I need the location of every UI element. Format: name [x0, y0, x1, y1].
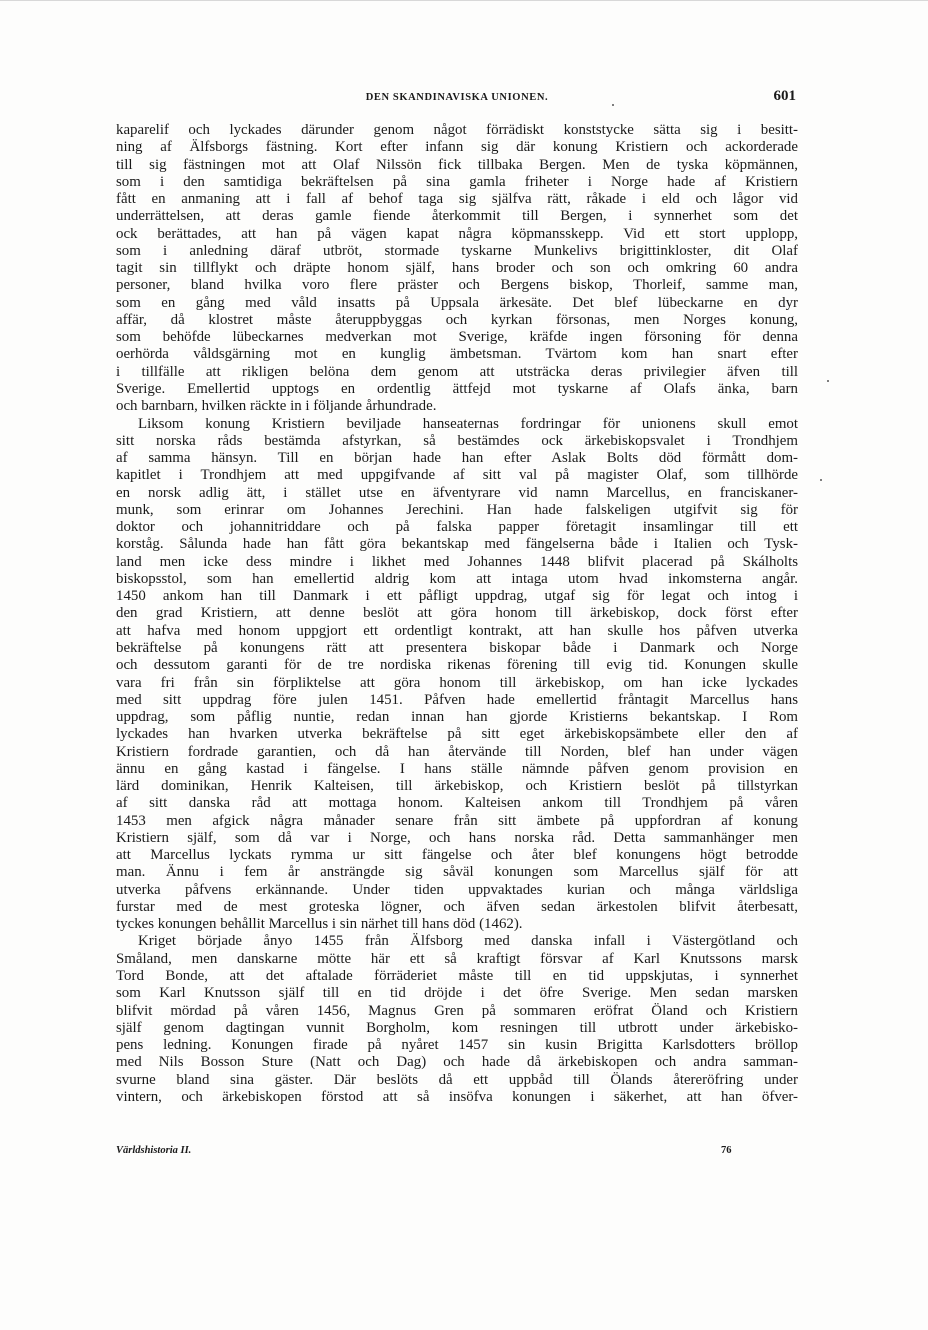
text-line: själf genom dagtingan vunnit Borgholm, kom resningen till utbrott under ärkebisko- — [116, 1019, 798, 1036]
text-line: den grad Kristiern, att denne beslöt att göra honom till ärkebiskop, dock först efter — [116, 605, 798, 622]
text-line: vintern, och ärkebiskopen förstod att så insöfva konungen i säkerhet, att han öfver- — [116, 1088, 798, 1105]
text-line: munk, som erinrar om Johannes Jerechini. Han hade falskeligen utgifvit sig för — [116, 501, 798, 518]
text-line: af samma hänsyn. Till en början hade han efter Aslak Bolts död förmått dom- — [116, 450, 798, 467]
text-line: furstar med de mest groteska lögner, och äfven sedan ärkestolen blifvit återbesatt, — [116, 898, 798, 915]
speck-mark — [612, 104, 614, 106]
text-line: blifvit mördad på våren 1456, Magnus Gren på sommaren eröfrat Öland och Kristiern — [116, 1002, 798, 1019]
text-line: pens ledning. Konungen firade på nyåret 1457 sin kusin Brigitta Karlsdotters bröllop — [116, 1037, 798, 1054]
text-line: Kriget började ånyo 1455 från Älfsborg med danska infall i Västergötland och — [138, 933, 798, 950]
text-line: underrättelsen, att deras gamle fiende återkommit till Bergen, i synnerhet som det — [116, 208, 798, 225]
text-line: och dessutom garanti för de tre nordiska rikenas förening till evig tid. Konungen skulle — [116, 657, 798, 674]
text-line: med sitt uppdrag före julen 1451. Påfven hade emellertid fråntagit Marcellus hans — [116, 691, 798, 708]
text-line: med Nils Bosson Sture (Natt och Dag) och hade då ärkebiskopen och andra samman- — [116, 1054, 798, 1071]
speck-mark — [827, 380, 829, 382]
text-line: en norsk adlig ätt, i stället utse en äfventyrare vid namn Marcellus, en franciskaner- — [116, 484, 798, 501]
sheet-signature: Världshistoria II. — [116, 1145, 192, 1156]
text-line: kaparelif och lyckades därunder genom något förrädiskt konststycke sätta sig i besitt- — [116, 122, 798, 138]
body-text — [116, 122, 798, 1106]
text-line: Tord Bonde, att det aftalade förräderiet måste till en tid uppskjutas, i synnerhet — [116, 968, 798, 985]
text-line: 1453 men afgick några månader senare från sitt ämbete på uppfordran af konung — [116, 812, 798, 829]
text-line: man. Ännu i fem år ansträngde sig såväl konungen som Marcellus själf för att — [116, 864, 798, 881]
text-line: doktor och johannitriddare och på falska papper företagit insamlingar till ett — [116, 519, 798, 536]
speck-mark — [820, 479, 822, 481]
text-line: tagit sin tillflykt och dräpte honom själf, hans broder och son och omkring 60 andra — [116, 260, 798, 277]
page-number: 601 — [773, 88, 796, 104]
page-top-edge — [0, 0, 928, 1]
text-line: som en gång med våld insatts på Uppsala ärkesäte. Det blef lübeckarne en dyr — [116, 294, 798, 311]
running-head: DEN SKANDINAVISKA UNIONEN. — [365, 92, 549, 103]
text-line: lärd dominikan, Henrik Kalteisen, till ärkebiskop, och Kristiern beslöt på tillstyrkan — [116, 778, 798, 795]
text-line: Kristiern fordrade garantien, och då han återvände till Norden, blef han under vägen — [116, 743, 798, 760]
text-line: ning af Älfsborgs fästning. Kort efter infann sig där konung Kristiern och ackorderade — [116, 139, 798, 156]
text-line: bekräftelse på konungens rätt att presentera biskopar både i Danmark och Norge — [116, 639, 798, 656]
text-line: uppdrag, som påflig nuntie, redan innan han gjorde Kristierns bekantskap. I Rom — [116, 709, 798, 726]
text-line: land men icke dess mindre i likhet med Johannes 1448 blifvit placerad på Skálholts — [116, 553, 798, 570]
text-line: korståg. Sålunda hade han fått göra bekantskap med fängelserna både i Italien och Tysk- — [116, 536, 798, 553]
text-line: kapitlet i Trondhjem att med uppgifvande af sitt val på magister Olaf, som tillhörde — [116, 467, 798, 484]
page-header — [116, 88, 798, 110]
text-line: personer, bland hvilka voro flere präster och Bergens biskop, Thorleif, samme man, — [116, 277, 798, 294]
text-line: oerhörda våldsgärning mot en kunglig ämbetsman. Tvärtom kom han snart efter — [116, 346, 798, 363]
text-line: lyckades han hvarken utverka bekräftelse på sitt eget ärkebiskopsämbete eller den af — [116, 726, 798, 743]
text-line: att Marcellus lyckats rymma ur sitt fängelse och åter blef konungens högt betrodde — [116, 847, 798, 864]
text-line: Småland, men danskarne mötte här ett så kraftigt försvar af Karl Knutssons marsk — [116, 950, 798, 967]
text-line: svurne bland sina gäster. Där beslöts då ett uppbåd till Ölands återeröfring under — [116, 1071, 798, 1088]
sheet-number: 76 — [721, 1145, 732, 1156]
text-line: utverka påfvens erkännande. Under tiden uppvaktades kurian och många världsliga — [116, 881, 798, 898]
text-line: som Karl Knutsson själf till en tid dröjde i det öfre Sverige. Men sedan marsken — [116, 985, 798, 1002]
text-line: tyckes konungen behållit Marcellus i sin närhet till hans död (1462). — [116, 916, 523, 933]
text-line: som i anledning däraf utbröt, stormade tyskarne Munkelivs brigittinkloster, dit Olaf — [116, 242, 798, 259]
text-line: 1450 ankom han till Danmark i ett påfligt uppdrag, utgaf sig för legat och intog i — [116, 588, 798, 605]
text-line: af sitt danska råd att mottaga honom. Kalteisen ankom till Trondhjem på våren — [116, 795, 798, 812]
text-line: ännu en gång kastad i fängelse. I hans ställe nämnde påfven genom provision en — [116, 760, 798, 777]
page-footer — [116, 1145, 798, 1161]
text-line: ock berättades, att han på vägen kapat några köpmansskepp. Vid ett stort upplopp, — [116, 225, 798, 242]
text-line: sitt norska råds bestämda afstyrkan, så bestämdes ock ärkebiskopsvalet i Trondhjem — [116, 432, 798, 449]
text-line: till sig fästningen mot att Olaf Nilssön fick tillbaka Bergen. Men de tyska köpmännen, — [116, 156, 798, 173]
text-line: som i den samtidiga bekräftelsen på sina gamla friheter i Norge hade af Kristiern — [116, 173, 798, 190]
text-line: som behöfde lübeckarnes medverkan mot Sverige, kräfde ingen försoning för denna — [116, 329, 798, 346]
text-line: affär, då klostret måste återuppbyggas och kyrkan försonas, men Norges konung, — [116, 311, 798, 328]
text-line: Liksom konung Kristiern beviljade hanseaternas fordringar för unionens skull emot — [138, 415, 798, 432]
text-line: Sverige. Emellertid upptogs en ordentlig ättfejd mot tyskarne af Olafs änka, barn — [116, 380, 798, 397]
text-line: i tillfälle att rikligen belöna dem genom att utsträcka deras privilegier äfven till — [116, 363, 798, 380]
text-line: vara fri från sin förpliktelse att göra honom till ärkebiskop, om han icke lyckades — [116, 674, 798, 691]
text-line: och barnbarn, hvilken räckte in i följande århundrade. — [116, 398, 437, 415]
text-line: fått en anmaning att i fall af behof taga sig själfva rätt, råkade i eld och lågor vid — [116, 191, 798, 208]
text-line: Kristiern själf, som då var i Norge, och hans norska råd. Detta sammanhänger men — [116, 829, 798, 846]
text-line: biskopsstol, som han emellertid aldrig kom att intaga utom hvad inkomsterna angår. — [116, 570, 798, 587]
text-line: att hafva med honom uppgjort ett ordentligt kontrakt, att han skulle hos påfven utverka — [116, 622, 798, 639]
